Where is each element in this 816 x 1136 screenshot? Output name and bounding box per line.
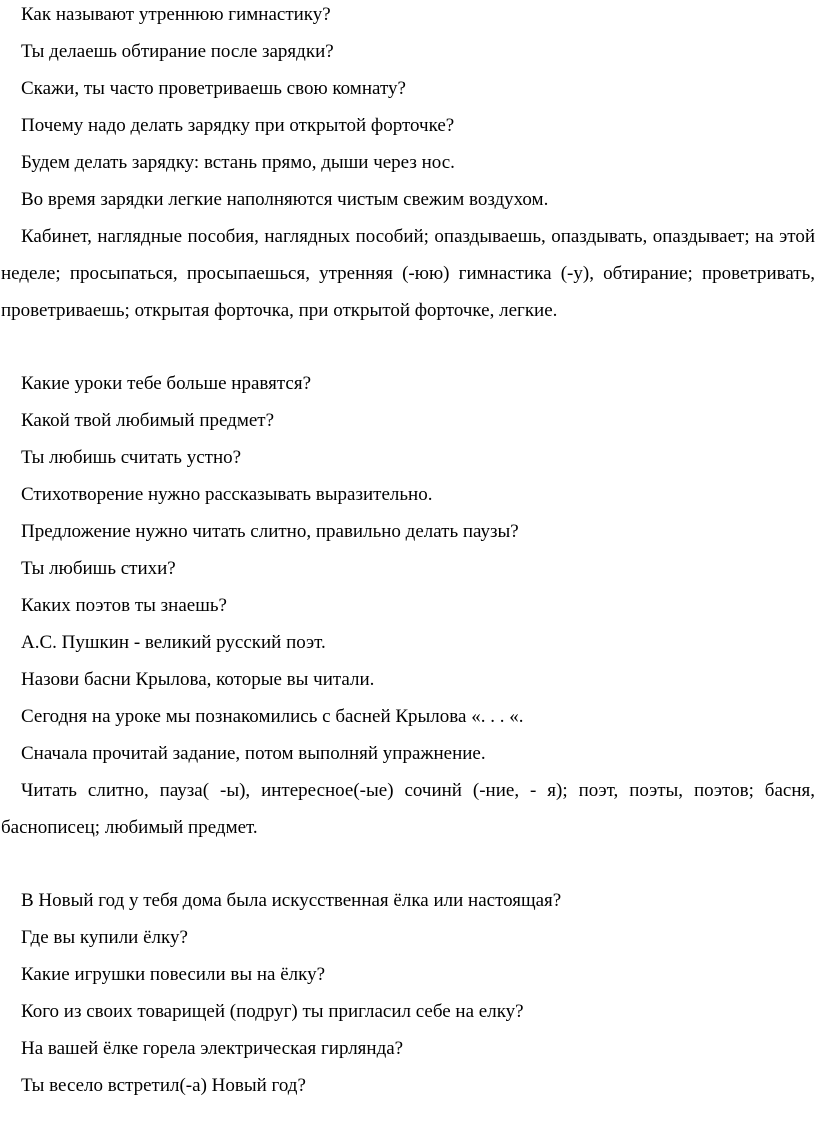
section-lessons <box>1 365 815 846</box>
text-line: Какие игрушки повесили вы на ёлку? <box>21 964 326 985</box>
text-line: Как называют утреннюю гимнастику? <box>21 4 331 25</box>
text-line: Назови басни Крылова, которые вы читали. <box>21 669 375 690</box>
section-gap <box>1 329 815 365</box>
text-line: Каких поэтов ты знаешь? <box>21 595 227 616</box>
text-line: Сначала прочитай задание, потом выполняй упражнение. <box>21 743 486 764</box>
text-line: Стихотворение нужно рассказывать выразительно. <box>21 484 433 505</box>
text-line: На вашей ёлке горела электрическая гирлянда? <box>21 1038 404 1059</box>
text-line: Ты любишь считать устно? <box>21 447 242 468</box>
text-line: Какие уроки тебе больше нравятся? <box>21 373 312 394</box>
text-line: В Новый год у тебя дома была искусственная ёлка или настоящая? <box>21 890 562 911</box>
text-line: Будем делать зарядку: встань прямо, дыши через нос. <box>21 152 455 173</box>
text-line: Ты весело встретил(-а) Новый год? <box>21 1075 306 1096</box>
section-new-year <box>1 882 815 1104</box>
text-line: Ты любишь стихи? <box>21 558 176 579</box>
text-line: Ты делаешь обтирание после зарядки? <box>21 41 334 62</box>
text-line: Скажи, ты часто проветриваешь свою комнату? <box>21 78 406 99</box>
text-line: Во время зарядки легкие наполняются чистым свежим воздухом. <box>21 189 549 210</box>
text-line: Предложение нужно читать слитно, правильно делать паузы? <box>21 521 519 542</box>
vocabulary-paragraph: Читать слитно, пауза( -ы), интересное(-ые) сочинй (-ние, - я); поэт, поэты, поэтов; басня, баснописец; любимый предмет. <box>1 780 815 838</box>
text-line: Кого из своих товарищей (подруг) ты пригласил себе на елку? <box>21 1001 524 1022</box>
text-line: Где вы купили ёлку? <box>21 927 188 948</box>
text-line: Сегодня на уроке мы познакомились с басней Крылова «. . . «. <box>21 706 524 727</box>
text-line: Какой твой любимый предмет? <box>21 410 275 431</box>
vocabulary-paragraph: Кабинет, наглядные пособия, наглядных пособий; опаздываешь, опаздывать, опаздывает; на этой неделе; просыпаться, просыпаешься, утренняя (-юю) гимнастика (-у), обтирание; проветривать, проветриваешь; открытая форточка, при открытой форточке, легкие. <box>1 226 815 321</box>
section-gap <box>1 846 815 882</box>
text-line: А.С. Пушкин - великий русский поэт. <box>21 632 326 653</box>
text-line: Почему надо делать зарядку при открытой форточке? <box>21 115 455 136</box>
section-morning-exercise <box>1 0 815 329</box>
